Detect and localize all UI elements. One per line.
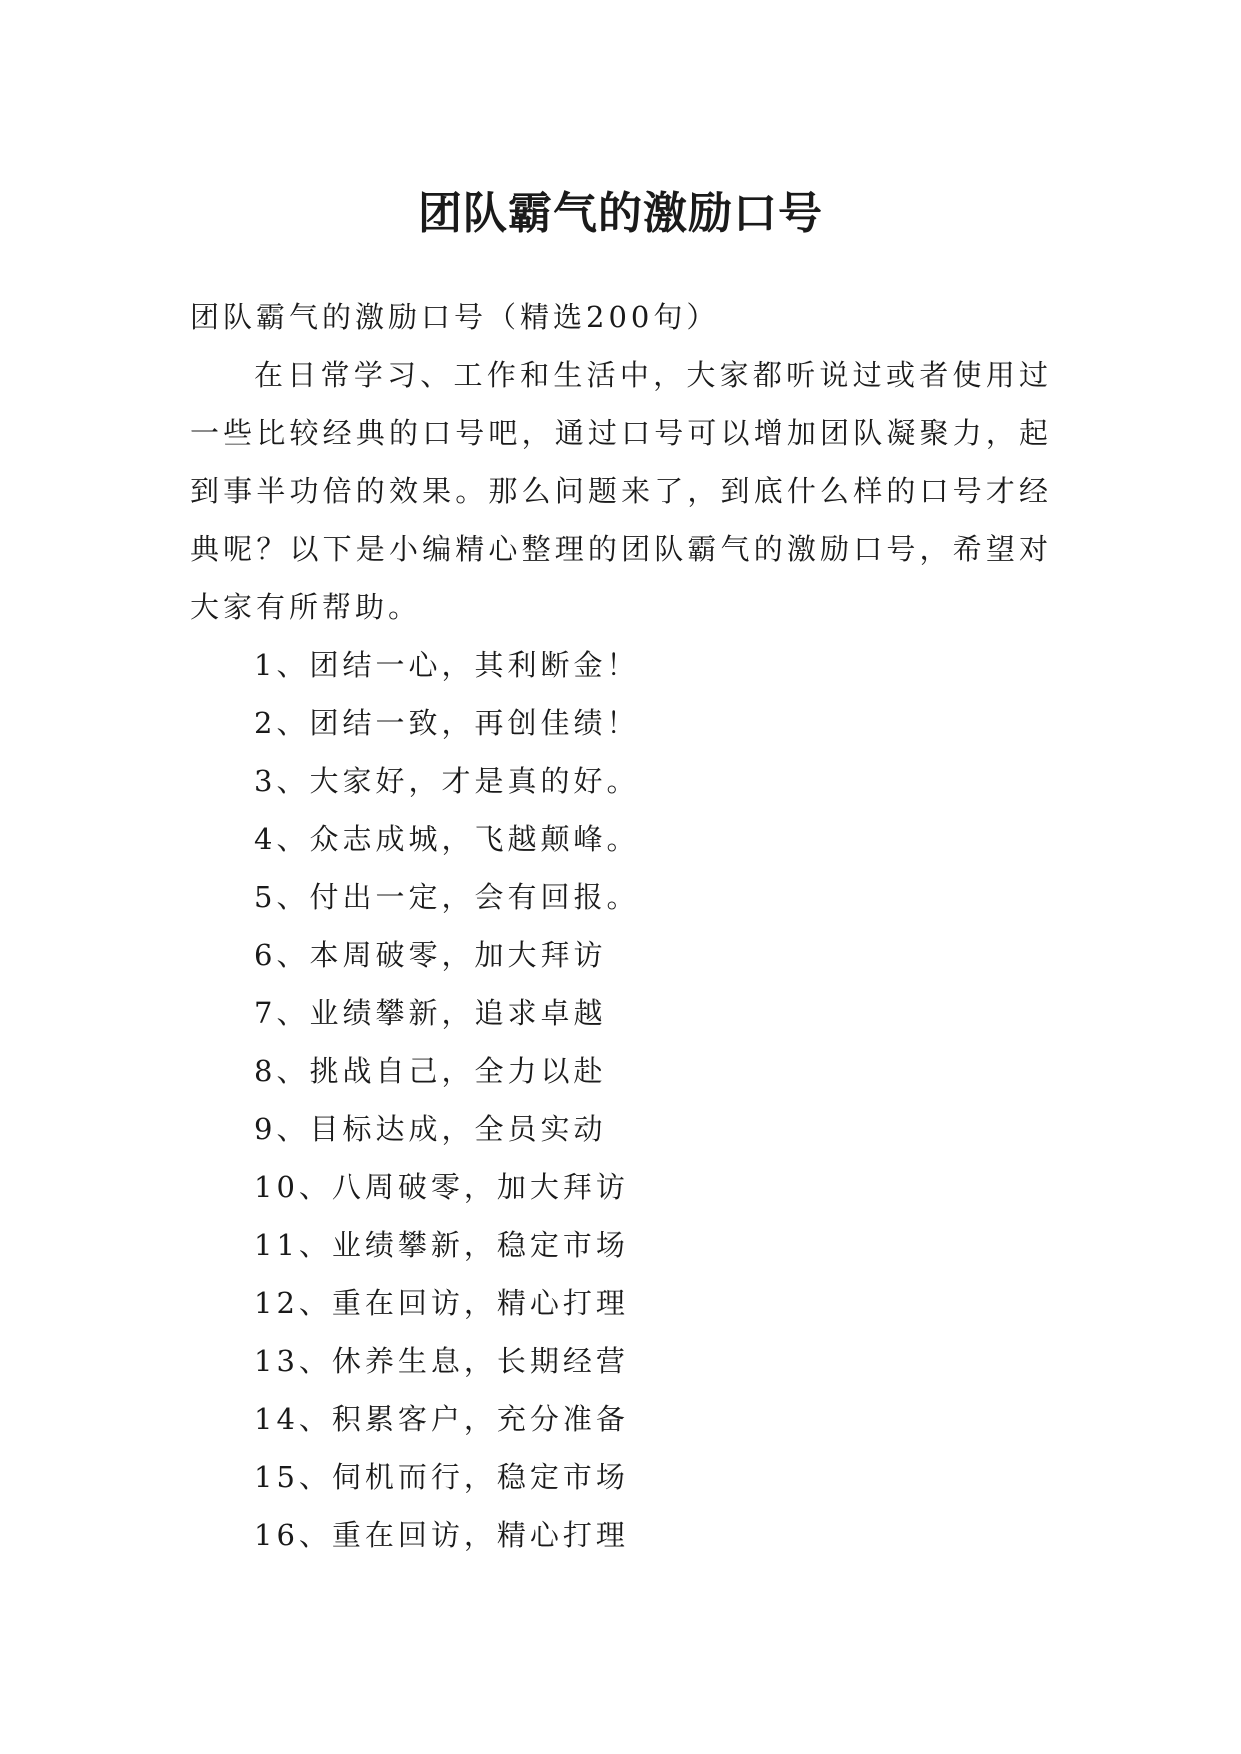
intro-paragraph: 在日常学习、工作和生活中，大家都听说过或者使用过一些比较经典的口号吧，通过口号可以增加团队凝聚力，起到事半功倍的效果。那么问题来了，到底什么样的口号才经典呢？以下是小编精心整理的团队霸气的激励口号，希望对大家有所帮助。 (190, 358, 1052, 624)
slogan-list (190, 636, 1052, 1564)
list-item: 2、团结一致，再创佳绩！ (254, 706, 640, 740)
list-item: 13、休养生息，长期经营 (254, 1344, 629, 1378)
list-item: 5、付出一定，会有回报。 (254, 880, 640, 914)
list-item: 10、八周破零，加大拜访 (254, 1170, 629, 1204)
document-body (190, 288, 1052, 1564)
list-item: 11、业绩攀新，稳定市场 (254, 1228, 629, 1262)
list-item: 4、众志成城，飞越颠峰。 (254, 822, 640, 856)
list-item: 12、重在回访，精心打理 (254, 1286, 629, 1320)
list-item: 1、团结一心，其利断金！ (254, 648, 640, 682)
list-item: 16、重在回访，精心打理 (254, 1518, 629, 1552)
list-item: 14、积累客户，充分准备 (254, 1402, 629, 1436)
list-item: 3、大家好，才是真的好。 (254, 764, 640, 798)
list-item: 7、业绩攀新，追求卓越 (254, 996, 607, 1030)
document-subtitle: 团队霸气的激励口号（精选200句） (190, 300, 720, 334)
page-title: 团队霸气的激励口号 (418, 188, 823, 240)
list-item: 8、挑战自己，全力以赴 (254, 1054, 607, 1088)
list-item: 9、目标达成，全员实动 (254, 1112, 607, 1146)
list-item: 6、本周破零，加大拜访 (254, 938, 607, 972)
list-item: 15、伺机而行，稳定市场 (254, 1460, 629, 1494)
